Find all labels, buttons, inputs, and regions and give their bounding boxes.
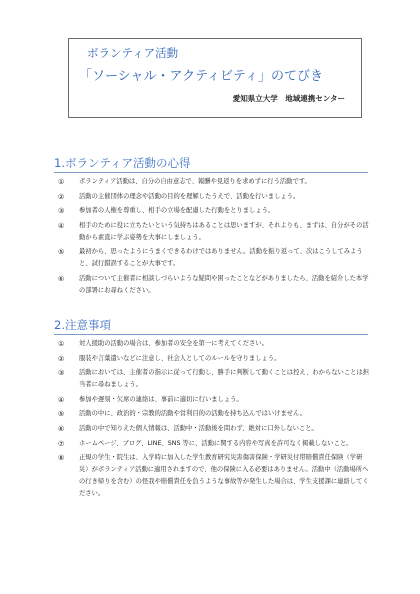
precautions-list — [54, 338, 370, 503]
item-text: 活動の中で知りえた個人情報は、活動中・活動後を問わず、絶対に口外しないこと。 — [79, 424, 318, 432]
item-number: ① — [58, 340, 65, 348]
list-item — [54, 452, 370, 500]
item-number: ② — [58, 354, 65, 363]
list-item — [54, 394, 370, 406]
guidelines-list — [54, 176, 370, 300]
list-item — [54, 367, 370, 391]
item-number: ③ — [58, 369, 65, 378]
item-text: 活動の中に、政治的・宗教的活動や営利目的の活動を持ち込んではいけません。 — [79, 410, 307, 418]
item-text: 参加者の人権を尊重し、相手の立場を配慮した行動をとりましょう。 — [79, 207, 275, 215]
item-text: ボランティア活動は、自分の自由意志で、報酬や見返りを求めずに行う活動です。 — [79, 178, 311, 185]
item-text: 参加や遅刻・欠席の連絡は、事前に適切に行いましょう。 — [79, 395, 243, 403]
item-text: 正規の学生・院生は、入学時に加入した学生教育研究災害傷害保険・学研災付帯賠償責任保険（学研災）がボランティア活動に適用されますので、他の保険に入る必要はありません。活動中（活動場所への行き帰りを含む）の怪我や賠償責任を負うような事故等が発生した場合は、学生支援課に連絡してください。 — [79, 454, 369, 498]
section-heading-guidelines: 1.ボランティア活動の心得 — [54, 156, 191, 170]
item-number: ⑥ — [58, 274, 65, 283]
list-item — [54, 191, 370, 203]
title-box — [68, 38, 362, 118]
section-heading-precautions: 2.注意事項 — [54, 318, 111, 332]
item-number: ① — [58, 178, 65, 186]
section-divider — [54, 334, 368, 335]
list-item — [54, 205, 370, 217]
item-text: 活動においては、主催者の指示に従って行動し、勝手に判断して動くことは控え、わからないことは担当者に尋ねましょう。 — [79, 369, 370, 389]
item-text: 最初から、思ったようにうまくできるわけではありません。活動を振り返って、次はこうしてみようと、試行錯誤することが大事です。 — [79, 248, 363, 268]
item-number: ③ — [58, 207, 65, 216]
list-item — [54, 353, 370, 365]
list-item — [54, 423, 370, 435]
list-item — [54, 438, 370, 450]
item-number: ⑤ — [58, 248, 65, 257]
item-text: 相手のために役に立ちたいという気持ちはあることは思いますが、それよりも、まずは、自分がその活動から素直に学ぶ姿勢を大事にしましょう。 — [79, 221, 369, 241]
item-number: ⑧ — [58, 454, 65, 463]
item-text: 活動の主催団体の理念や活動の目的を理解したうえで、活動を行いましょう。 — [79, 192, 300, 200]
item-text: 服装や言葉遣いなどに注意し、社会人としてのルールを守りましょう。 — [79, 354, 281, 362]
section-divider — [54, 172, 368, 173]
list-item — [54, 176, 370, 188]
list-item — [54, 220, 370, 244]
item-text: 活動について主催者に相談しづらいような疑問や困ったことなどがありましたら、活動を紹介した本学の部署にお尋ねください。 — [79, 274, 369, 294]
item-number: ④ — [58, 395, 65, 404]
item-text: 対人援助の活動の場合は、参加者の安全を第一に考えてください。 — [79, 340, 268, 347]
list-item — [54, 408, 370, 420]
document-title: ボランティア活動 — [87, 46, 179, 60]
document-subtitle: 「ソーシャル・アクティビティ」のてびき — [79, 69, 324, 84]
item-number: ⑤ — [58, 410, 65, 419]
item-number: ④ — [58, 221, 65, 230]
item-text: ホームページ、ブログ、LINE、SNS 等に、活動に関する内容や写真を許可なく掲載しないこと。 — [79, 439, 353, 447]
list-item — [54, 338, 370, 350]
item-number: ⑦ — [58, 439, 65, 448]
list-item — [54, 246, 370, 270]
list-item — [54, 273, 370, 297]
item-number: ⑥ — [58, 424, 65, 433]
organization-name: 愛知県立大学 地域連携センター — [232, 94, 345, 103]
item-number: ② — [58, 192, 65, 201]
